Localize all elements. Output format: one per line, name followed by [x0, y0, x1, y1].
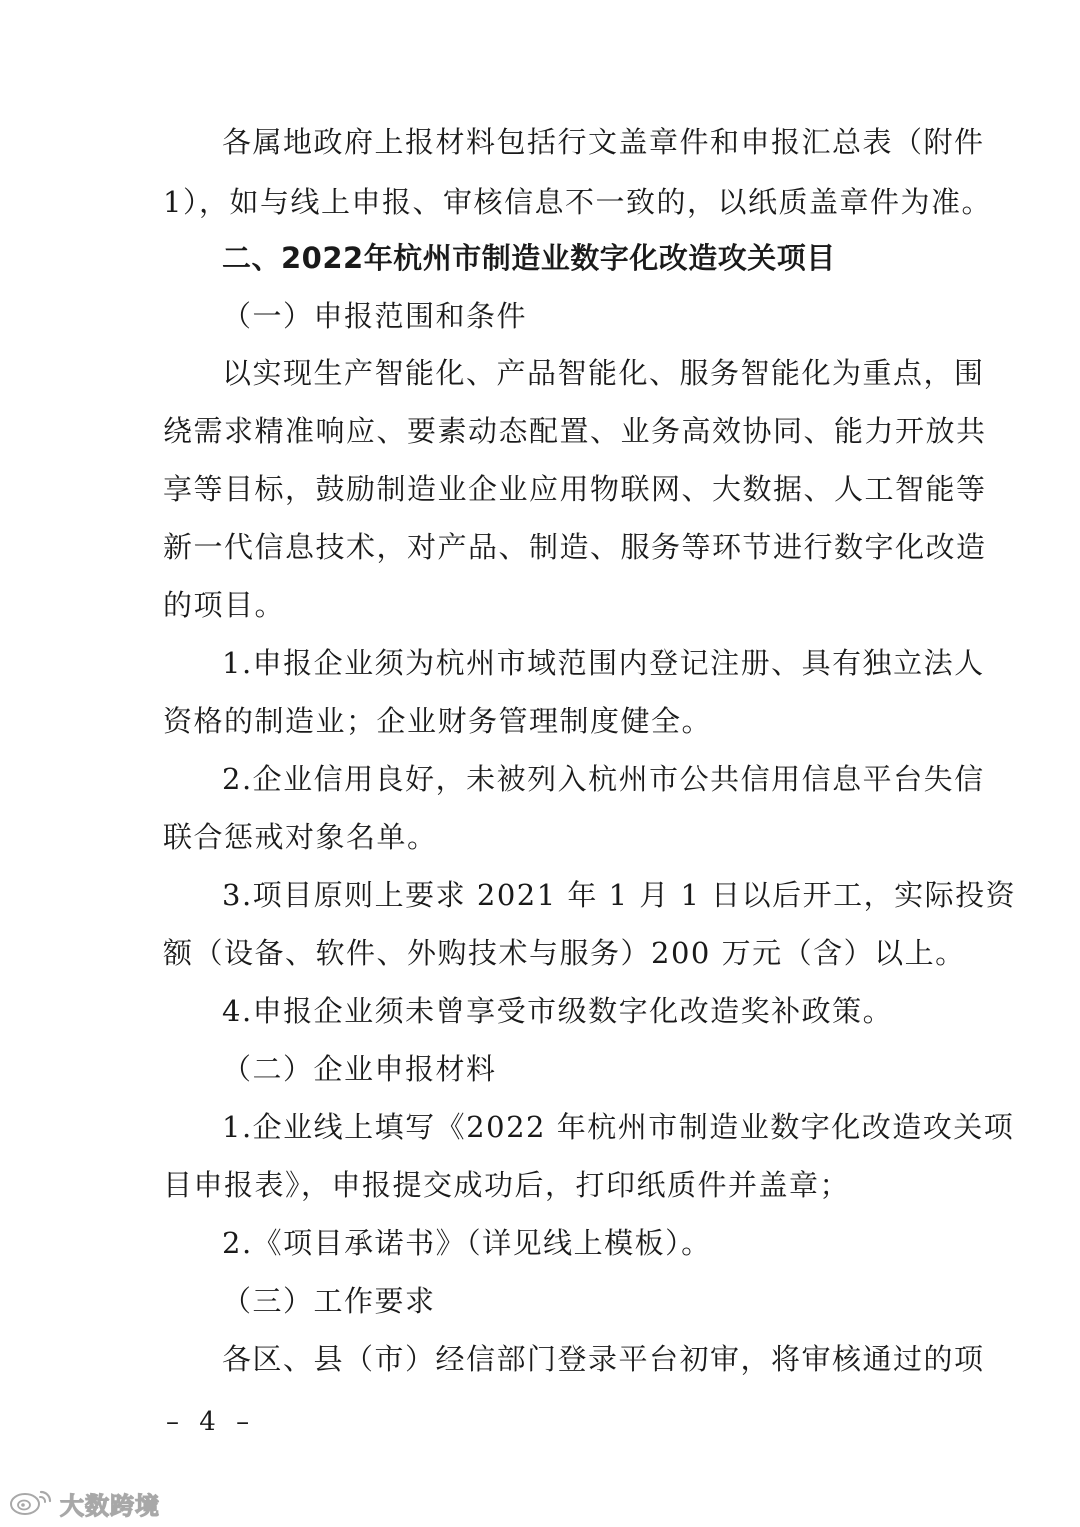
paragraph-line: 各区、县（市）经信部门登录平台初审，将审核通过的项 [222, 1342, 985, 1376]
list-item-line: 2.《项目承诺书》（详见线上模板）。 [222, 1226, 712, 1260]
list-item-line: 额（设备、软件、外购技术与服务）200 万元（含）以上。 [163, 936, 966, 970]
paragraph-line: 绕需求精准响应、要素动态配置、业务高效协同、能力开放共 [163, 414, 987, 448]
list-item-line: 目申报表》，申报提交成功后，打印纸质件并盖章； [163, 1168, 851, 1202]
list-item-line: 2.企业信用良好，未被列入杭州市公共信用信息平台失信 [222, 762, 985, 796]
list-item-line: 3.项目原则上要求 2021 年 1 月 1 日以后开工，实际投资 [222, 878, 1017, 912]
list-item-line: 资格的制造业；企业财务管理制度健全。 [163, 704, 713, 738]
weibo-style-logo-icon [8, 1486, 56, 1520]
paragraph-line: 以实现生产智能化、产品智能化、服务智能化为重点，围 [222, 356, 985, 390]
watermark-text: 大数跨境 [60, 1491, 160, 1520]
subsection-heading: （三）工作要求 [222, 1284, 436, 1318]
list-item-line: 4.申报企业须未曾享受市级数字化改造奖补政策。 [222, 994, 894, 1028]
subsection-heading: （一）申报范围和条件 [222, 299, 528, 333]
paragraph-line: 1），如与线上申报、审核信息不一致的，以纸质盖章件为准。 [163, 185, 992, 219]
paragraph-line: 各属地政府上报材料包括行文盖章件和申报汇总表（附件 [222, 125, 985, 159]
section-heading: 二、2022年杭州市制造业数字化改造攻关项目 [222, 241, 836, 275]
list-item-line: 1.申报企业须为杭州市域范围内登记注册、具有独立法人 [222, 646, 985, 680]
paragraph-line: 新一代信息技术，对产品、制造、服务等环节进行数字化改造 [163, 530, 987, 564]
list-item-line: 1.企业线上填写《2022 年杭州市制造业数字化改造攻关项 [222, 1110, 1015, 1144]
paragraph-line: 的项目。 [163, 588, 286, 622]
subsection-heading: （二）企业申报材料 [222, 1052, 497, 1086]
list-item-line: 联合惩戒对象名单。 [163, 820, 438, 854]
watermark [8, 1486, 160, 1520]
page-number: – 4 – [166, 1407, 256, 1437]
paragraph-line: 享等目标，鼓励制造业企业应用物联网、大数据、人工智能等 [163, 472, 987, 506]
